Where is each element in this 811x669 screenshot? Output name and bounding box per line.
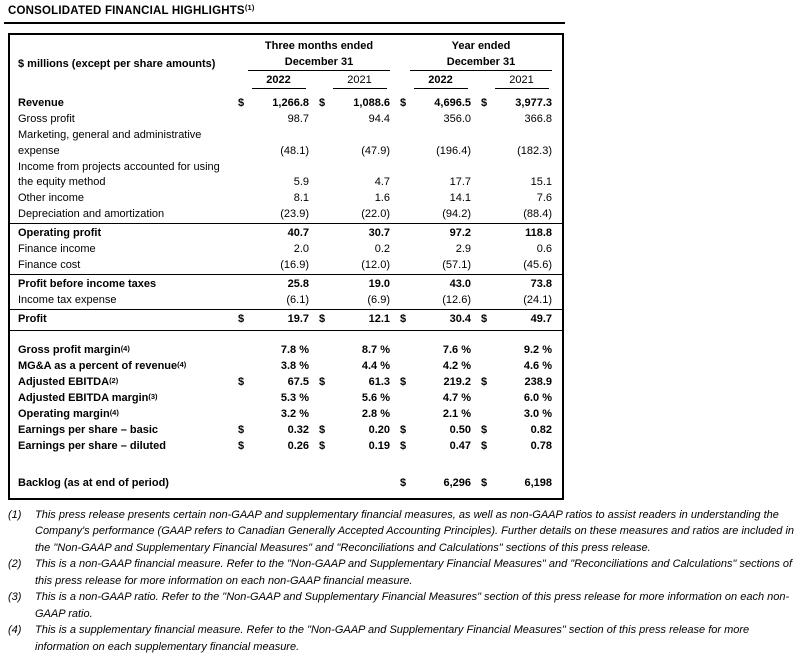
cell-value: 12.1: [368, 312, 390, 325]
cell-value: 1.6: [374, 192, 390, 205]
year-labels: [238, 71, 400, 89]
cell-value: 15.1: [530, 176, 552, 189]
row-label: Gross profit: [18, 113, 75, 126]
cell-value: 0.6: [536, 243, 552, 256]
row-label: Profit: [18, 312, 47, 325]
title-footnote-ref: (1): [244, 3, 255, 12]
table-row-income-tax-expense: [10, 293, 562, 309]
cell-value: (57.1): [442, 259, 471, 272]
cell-value: 4.7 %: [442, 391, 471, 404]
cell-value: (182.3): [517, 144, 552, 157]
cell-value: 0.50: [449, 423, 471, 436]
cell-value: 30.7: [368, 227, 390, 240]
year-labels: [400, 71, 562, 89]
cell-value: (88.4): [523, 208, 552, 221]
row-label: Revenue: [18, 97, 64, 110]
cell-value: 94.4: [368, 113, 390, 126]
cell-value: 67.5: [287, 375, 309, 388]
cell-value: (6.1): [286, 293, 309, 306]
cell-value: 2.1 %: [442, 407, 471, 420]
cell-value: 4.6 %: [523, 359, 552, 372]
row-footnote-ref: (3): [148, 391, 158, 401]
row-label: Backlog (as at end of period): [18, 476, 169, 489]
cell-value: 6,198: [524, 476, 552, 489]
cell-value: 1,088.6: [353, 97, 390, 110]
row-label: Marketing, general and administrative expense: [18, 129, 202, 157]
cell-value: 0.32: [287, 423, 309, 436]
cell-value: (94.2): [442, 208, 471, 221]
cell-value: (6.9): [367, 293, 390, 306]
cell-value: 5.9: [293, 176, 309, 189]
cell-value: (12.6): [442, 293, 471, 306]
cell-value: 0.26: [287, 439, 309, 452]
currency-symbol: $: [400, 97, 407, 110]
table-row-backlog: [10, 476, 562, 492]
cell-value: 6.0 %: [523, 391, 552, 404]
period-label: Three months ended: [264, 40, 374, 52]
table-row-other-income: [10, 191, 562, 207]
table-row-equity-method-income: [10, 160, 562, 192]
currency-symbol: $: [481, 97, 488, 110]
currency-symbol: $: [319, 312, 326, 325]
currency-symbol: $: [481, 423, 488, 436]
currency-symbol: $: [400, 476, 407, 489]
cell-value: 14.1: [449, 192, 471, 205]
column-group-year-ended: [400, 40, 562, 89]
column-group-three-months: [238, 40, 400, 89]
cell-value: 98.7: [287, 113, 309, 126]
row-label: Income from projects accounted for using the equity method: [18, 160, 220, 189]
currency-symbol: $: [481, 312, 488, 325]
cell-value: 7.8 %: [280, 343, 309, 356]
cell-value: 9.2 %: [523, 343, 552, 356]
row-label: Other income: [18, 192, 85, 205]
cell-value: (16.9): [280, 259, 309, 272]
table-caption: $ millions (except per share amounts): [18, 58, 216, 70]
row-label: Finance cost: [18, 259, 81, 272]
row-footnote-ref: (2): [109, 375, 119, 385]
cell-value: 1,266.8: [272, 97, 309, 110]
cell-value: (12.0): [361, 259, 390, 272]
cell-value: 97.2: [449, 227, 471, 240]
table-row-profit: [10, 309, 562, 331]
cell-value: 19.0: [368, 277, 390, 290]
row-label: Adjusted EBITDA$^{(2)}$: [18, 375, 119, 388]
cell-value: 8.1: [293, 192, 309, 205]
cell-value: 118.8: [525, 227, 552, 240]
cell-value: 238.9: [524, 375, 552, 388]
cell-value: 49.7: [530, 312, 552, 325]
table-row-eps-basic: [10, 423, 562, 439]
currency-symbol: $: [238, 439, 245, 452]
currency-symbol: $: [400, 375, 407, 388]
table-row-mga-expense: [10, 128, 562, 160]
cell-value: 2.0: [293, 243, 309, 256]
row-footnote-ref: (4): [177, 359, 187, 369]
cell-value: 40.7: [287, 227, 309, 240]
cell-value: 7.6: [536, 192, 552, 205]
currency-symbol: $: [481, 439, 488, 452]
table-row-gross-profit-margin: [10, 343, 562, 359]
table-row-adjusted-ebitda-margin: [10, 391, 562, 407]
currency-symbol: $: [319, 375, 326, 388]
footnote: [8, 556, 804, 589]
cell-value: 0.78: [530, 439, 552, 452]
cell-value: 61.3: [368, 375, 390, 388]
row-footnote-ref: (4): [109, 407, 119, 417]
row-label: Finance income: [18, 243, 96, 256]
footnote-text: This is a supplementary financial measure. Refer to the "Non-GAAP and Supplementary Financial Measures" section of this press release for more information on each supplementary financial measure.: [35, 624, 750, 653]
row-label: MG&A as a percent of revenue$^{(4)}$: [18, 359, 187, 372]
footnote: [8, 622, 804, 655]
cell-value: 0.82: [530, 423, 552, 436]
currency-symbol: $: [238, 423, 245, 436]
cell-value: (22.0): [361, 208, 390, 221]
footnote-marker: (3): [8, 591, 22, 604]
footnote: [8, 507, 804, 557]
cell-value: 3.0 %: [523, 407, 552, 420]
cell-value: 3,977.3: [515, 97, 552, 110]
page-title: [4, 5, 565, 24]
row-label: Adjusted EBITDA margin$^{(3)}$: [18, 391, 158, 404]
cell-value: 8.7 %: [361, 343, 390, 356]
currency-symbol: $: [319, 97, 326, 110]
table-row-gross-profit: [10, 112, 562, 128]
cell-value: 366.8: [524, 113, 552, 126]
cell-value: 0.47: [449, 439, 471, 452]
cell-value: 0.2: [374, 243, 390, 256]
currency-symbol: $: [238, 312, 245, 325]
cell-value: 73.8: [530, 277, 552, 290]
row-label: Profit before income taxes: [18, 277, 157, 290]
row-label: Operating profit: [18, 227, 102, 240]
cell-value: 2.8 %: [361, 407, 390, 420]
currency-symbol: $: [400, 439, 407, 452]
table-row-operating-margin: [10, 407, 562, 423]
period-date-label: December 31: [248, 56, 390, 71]
footnote: [8, 589, 804, 622]
currency-symbol: $: [400, 423, 407, 436]
currency-symbol: $: [319, 439, 326, 452]
cell-value: (45.6): [523, 259, 552, 272]
row-label: Gross profit margin$^{(4)}$: [18, 343, 130, 356]
cell-value: 2.9: [455, 243, 471, 256]
cell-value: 219.2: [443, 375, 471, 388]
footnote-text: This press release presents certain non-GAAP and supplementary financial measures, as well as non-GAAP ratios to assist readers in understanding the Company's performance (GAAP refers to Canadian Generally Accepted Accounting Principles). Further details on these measures and ratios are included in the "Non-GAAP and Supplementary Financial Measures" and "Reconciliations and Calculations" sections of this press release.: [35, 508, 795, 554]
footnote-marker: (1): [8, 508, 22, 521]
cell-value: 7.6 %: [442, 343, 471, 356]
cell-value: 43.0: [449, 277, 471, 290]
cell-value: 0.19: [368, 439, 390, 452]
currency-symbol: $: [400, 312, 407, 325]
cell-value: 5.6 %: [361, 391, 390, 404]
table-row-finance-income: [10, 242, 562, 258]
cell-value: 25.8: [287, 277, 309, 290]
cell-value: (23.9): [280, 208, 309, 221]
table-row-depreciation-amortization: [10, 207, 562, 223]
cell-value: 4.4 %: [361, 359, 390, 372]
year-label-2021: 2021: [319, 73, 400, 89]
cell-value: 6,296: [443, 476, 471, 489]
row-footnote-ref: (4): [120, 343, 130, 353]
cell-value: 0.20: [368, 423, 390, 436]
currency-symbol: $: [238, 375, 245, 388]
page-title-text: CONSOLIDATED FINANCIAL HIGHLIGHTS: [8, 5, 245, 17]
cell-value: 5.3 %: [280, 391, 309, 404]
cell-value: 3.2 %: [280, 407, 309, 420]
table-header: [10, 35, 562, 96]
currency-symbol: $: [238, 97, 245, 110]
footnote-marker: (4): [8, 624, 22, 637]
cell-value: 3.8 %: [280, 359, 309, 372]
row-label: Earnings per share – diluted: [18, 439, 166, 452]
row-label: Operating margin$^{(4)}$: [18, 407, 119, 420]
year-label-2022: 2022: [400, 73, 481, 89]
table-row-eps-diluted: [10, 439, 562, 455]
year-label-2021: 2021: [481, 73, 562, 89]
currency-symbol: $: [319, 423, 326, 436]
table-row-operating-profit: [10, 223, 562, 242]
year-label-2022: 2022: [238, 73, 319, 89]
cell-value: 19.7: [287, 312, 309, 325]
table-row-adjusted-ebitda: [10, 375, 562, 391]
cell-value: 356.0: [443, 113, 471, 126]
footnotes-section: [8, 507, 804, 656]
cell-value: (24.1): [523, 293, 552, 306]
cell-value: 4.2 %: [442, 359, 471, 372]
table-row-finance-cost: [10, 258, 562, 274]
cell-value: 4,696.5: [434, 97, 471, 110]
table-row-mga-percent-revenue: [10, 359, 562, 375]
footnote-text: This is a non-GAAP ratio. Refer to the "Non-GAAP and Supplementary Financial Measures" section of this press release for more information on each non-GAAP ratio.: [35, 591, 790, 620]
cell-value: 30.4: [449, 312, 471, 325]
cell-value: (47.9): [361, 144, 390, 157]
period-label: Year ended: [451, 40, 511, 52]
period-date-label: December 31: [410, 56, 552, 71]
cell-value: 17.7: [449, 176, 471, 189]
table-row-profit-before-taxes: [10, 274, 562, 293]
table-row-revenue: [10, 96, 562, 112]
row-label: Earnings per share – basic: [18, 423, 159, 436]
currency-symbol: $: [481, 375, 488, 388]
financial-highlights-table: [8, 33, 564, 500]
cell-value: (196.4): [436, 144, 471, 157]
cell-value: 4.7: [374, 176, 390, 189]
cell-value: (48.1): [280, 144, 309, 157]
row-label: Income tax expense: [18, 293, 117, 306]
currency-symbol: $: [481, 476, 488, 489]
footnote-text: This is a non-GAAP financial measure. Refer to the "Non-GAAP and Supplementary Financial Measures" and "Reconciliations and Calculations" sections of this press release for more information on each non-GAAP financial measure.: [35, 558, 793, 587]
footnote-marker: (2): [8, 558, 22, 571]
row-label: Depreciation and amortization: [18, 208, 165, 221]
